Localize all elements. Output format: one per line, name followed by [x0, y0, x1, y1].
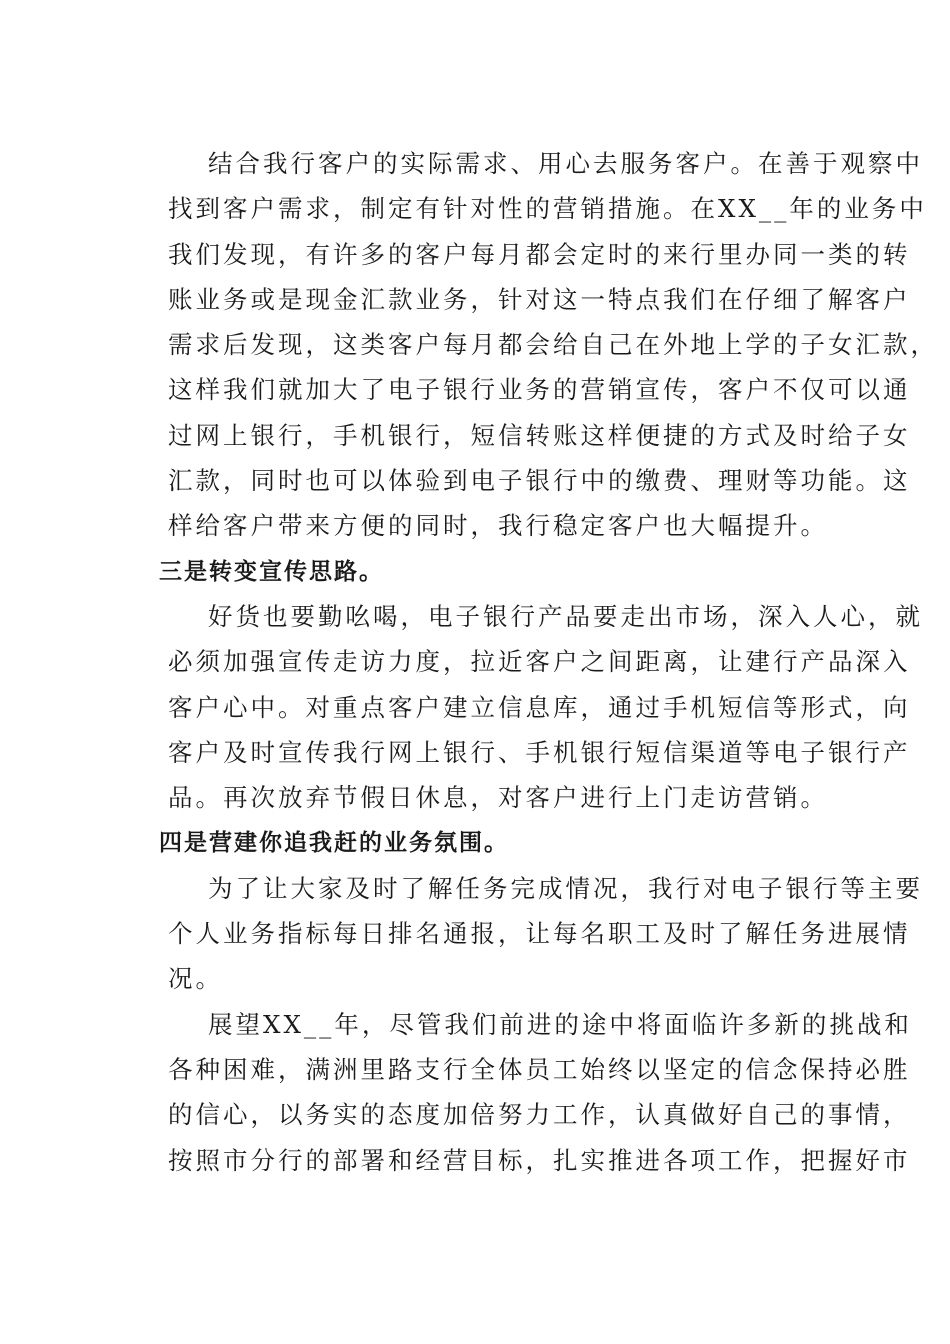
text-line: 客户心中。对重点客户建立信息库，通过手机短信等形式，向	[168, 692, 911, 722]
heading-text: 四是营建你追我赶的业务氛围。	[159, 829, 509, 857]
text-line: 汇款，同时也可以体验到电子银行中的缴费、理财等功能。这	[168, 466, 911, 496]
section-heading	[119, 820, 827, 865]
text-line: 账业务或是现金汇款业务，针对这一特点我们在仔细了解客户	[168, 284, 911, 314]
text-line: 按照市分行的部署和经营目标，扎实推进各项工作，把握好市	[168, 1145, 911, 1175]
document-body	[119, 141, 938, 1183]
text-line: 样给客户带来方便的同时，我行稳定客户也大幅提升。	[168, 511, 828, 541]
text-line: 各种困难，满洲里路支行全体员工始终以坚定的信念保持必胜	[168, 1054, 911, 1084]
paragraph	[119, 594, 923, 820]
paragraph	[119, 1002, 912, 1183]
text-line: 况。	[168, 964, 223, 994]
text-line: 为了让大家及时了解任务完成情况，我行对电子银行等主要	[208, 873, 923, 903]
text-line: 找到客户需求，制定有针对性的营销措施。在XX__年的业务中	[168, 194, 927, 224]
text-line: 必须加强宣传走访力度，拉近客户之间距离，让建行产品深入	[168, 647, 911, 677]
text-line: 的信心，以务实的态度加倍努力工作，认真做好自己的事情，	[168, 1100, 911, 1130]
paragraph	[119, 141, 938, 549]
text-line: 品。再次放弃节假日休息，对客户进行上门走访营销。	[168, 783, 828, 813]
text-line: 个人业务指标每日排名通报，让每名职工及时了解任务进展情	[168, 919, 911, 949]
text-line: 客户及时宣传我行网上银行、手机银行短信渠道等电子银行产	[168, 737, 911, 767]
heading-text: 三是转变宣传思路。	[159, 557, 384, 585]
text-line: 需求后发现，这类客户每月都会给自己在外地上学的子女汇款，	[168, 330, 938, 360]
text-line: 结合我行客户的实际需求、用心去服务客户。在善于观察中	[208, 149, 923, 178]
paragraph	[119, 866, 923, 1002]
text-line: 展望XX__年，尽管我们前进的途中将面临许多新的挑战和	[208, 1009, 912, 1039]
text-line: 好货也要勤吆喝，电子银行产品要走出市场，深入人心，就	[208, 601, 923, 631]
text-line: 过网上银行，手机银行，短信转账这样便捷的方式及时给子女	[168, 420, 911, 450]
section-heading	[119, 549, 827, 594]
text-line: 我们发现，有许多的客户每月都会定时的来行里办同一类的转	[168, 239, 911, 269]
text-line: 这样我们就加大了电子银行业务的营销宣传，客户不仅可以通	[168, 375, 911, 405]
